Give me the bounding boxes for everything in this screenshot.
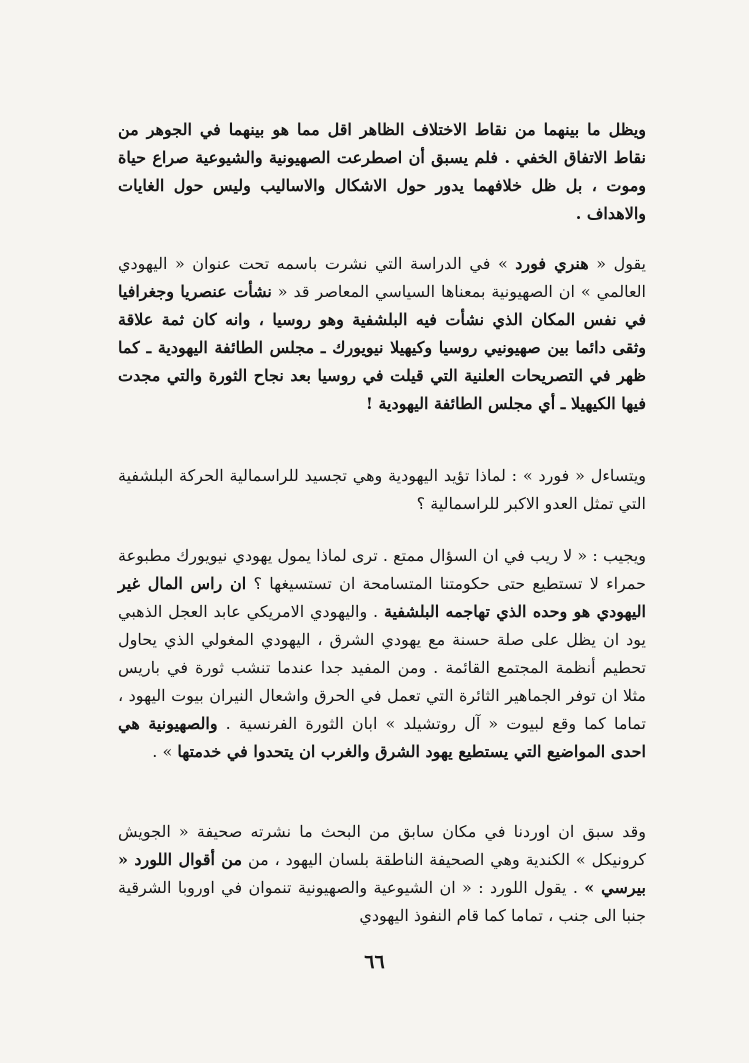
paragraph-5-bold-a: من أقوال اللورد « بيرسي » — [118, 850, 646, 897]
paragraph-4-bold-b: والصهيونية هي احدى المواضيع التي يستطيع يهود الشرق والغرب ان يتحدوا في خدمتها — [118, 714, 646, 761]
paragraph-2-text-a: يقول « — [588, 254, 647, 273]
paragraph-1 — [118, 116, 646, 228]
paragraph-5-text-a: وقد سبق ان اوردنا في مكان سابق من البحث ما نشرته صحيفة « الجويش كرونيكل » الكندية وهي الصحيفة الناطقة بلسان اليهود ، من — [118, 822, 646, 869]
paragraph-4-text-c: » . — [152, 742, 178, 761]
paragraph-1-bold-text: ويظل ما بينهما من نقاط الاختلاف الظاهر اقل مما هو بينهما في الجوهر من نقاط الاتفاق الخفي . فلم يسبق أن اصطرعت الصهيونية والشيوعية صراع حياة وموت ، بل ظل خلافهما يدور حول الاشكال والاساليب وليس حول الغايات والاهداف . — [118, 120, 646, 223]
paragraph-4-text-b: . واليهودي الامريكي عابد العجل الذهبي يود ان يظل على صلة حسنة مع يهودي الشرق ، اليهودي المغولي الذي يحاول تحطيم أنظمة المجتمع القائمة . ومن المفيد جدا عندما تنشب ثورة في باريس مثلا ان توفر الجماهير الثائرة التي تعمل في الحرق واشعال النيران بيوت اليهود ، تماما كما وقع لبيوت « آل روتشيلد » ابان الثورة الفرنسية . — [118, 602, 646, 733]
paragraph-4-text-a: ويجيب : « لا ريب في ان السؤال ممتع . ترى لماذا يمول يهودي نيويورك مطبوعة حمراء لا تستطيع حتى حكومتنا المتسامحة ان تستسيغها ؟ — [118, 546, 647, 593]
paragraph-2 — [118, 250, 646, 418]
paragraph-2-quote-bold: نشأت عنصريا وجغرافيا في نفس المكان الذي نشأت فيه البلشفية وهو روسيا ، وانه كان ثمة علاقة وثقى دائما بين صهيونيي روسيا وكيهيلا نيويورك ـ مجلس الطائفة اليهودية ـ كما ظهر في التصريحات العلنية التي قيلت في روسيا بعد نجاح الثورة والتي مجدت فيها الكيهيلا ـ أي مجلس الطائفة اليهودية ! — [118, 282, 646, 413]
paragraph-5 — [118, 818, 646, 930]
paragraph-5-text-b: . يقول اللورد : « ان الشيوعية والصهيونية تنموان في اوروبا الشرقية جنبا الى جنب ، تماما كما قام النفوذ اليهودي — [118, 878, 646, 925]
paragraph-4 — [118, 542, 646, 766]
paragraph-2-text-b: » في الدراسة التي نشرت باسمه تحت عنوان « اليهودي العالمي » ان الصهيونية بمعناها السياسي المعاصر قد « — [118, 254, 646, 301]
paragraph-3 — [118, 462, 646, 518]
paragraph-4-bold-a: ان راس المال غير اليهودي هو وحده الذي تهاجمه البلشفية — [118, 574, 647, 621]
page-number: ٦٦ — [364, 951, 385, 973]
paragraph-3-text: ويتساءل « فورد » : لماذا تؤيد اليهودية وهي تجسيد للراسمالية الحركة البلشفية التي تمثل العدو الاكبر للراسمالية ؟ — [118, 466, 646, 513]
paragraph-2-author-name: هنري فورد — [515, 254, 589, 273]
